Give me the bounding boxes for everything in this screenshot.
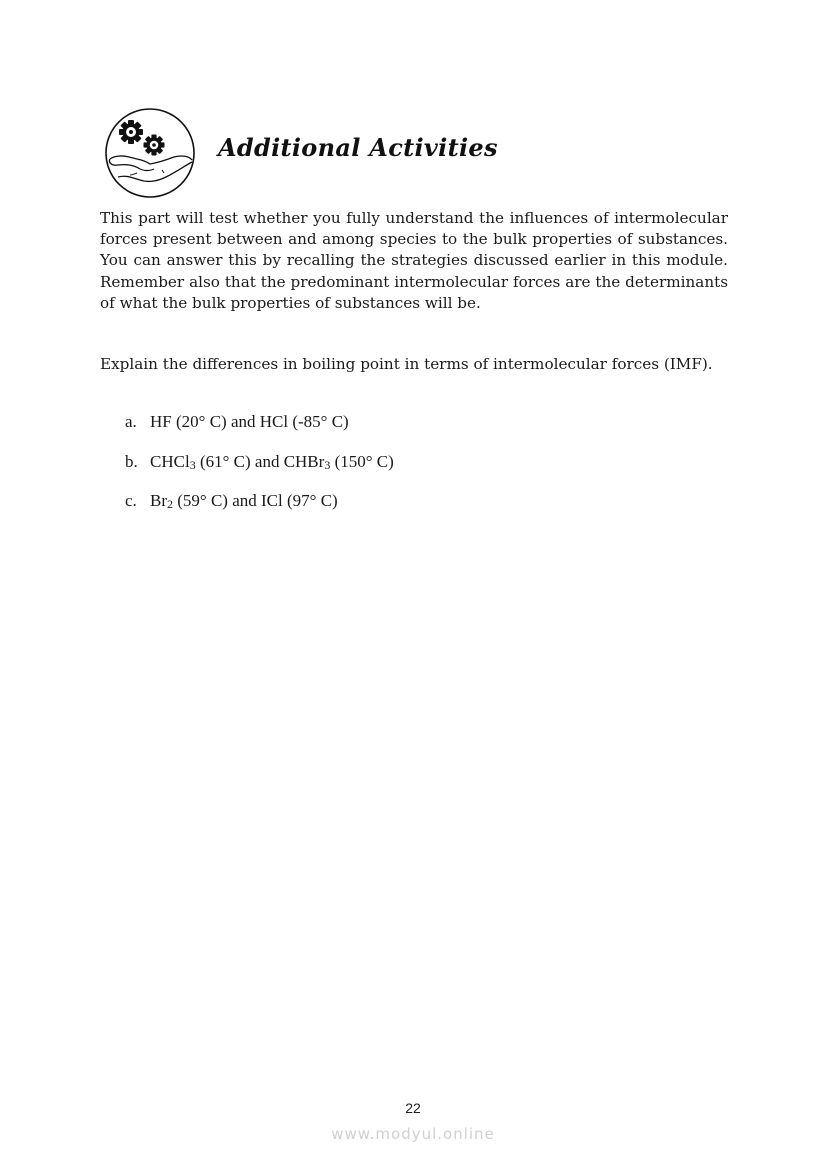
item-marker: a.	[125, 412, 137, 431]
item-text: (150° C)	[330, 451, 394, 471]
comparison-list	[125, 411, 394, 530]
item-marker: b.	[125, 451, 138, 471]
question-prompt: Explain the differences in boiling point in terms of intermolecular forces (IMF).	[100, 355, 713, 373]
subscript: 3	[324, 457, 331, 472]
list-item	[125, 451, 394, 491]
item-text: Br	[150, 491, 167, 510]
list-item	[125, 490, 394, 530]
item-text: (59° C) and ICl (97° C)	[173, 491, 338, 510]
section-title: Additional Activities	[218, 133, 498, 162]
item-text: (61° C) and CHBr	[195, 451, 325, 471]
list-item	[125, 411, 394, 451]
gears-in-hand-icon	[104, 107, 196, 199]
subscript: 3	[189, 457, 196, 472]
item-text: CHCl	[150, 451, 190, 471]
item-text: HF (20° C) and HCl (-85° C)	[150, 412, 349, 431]
intro-paragraph: This part will test whether you fully understand the influences of intermolecular forces present between and among species to the bulk properties of substances. You can answer this by recalling the strategies discussed earlier in this module. Remember also that the predominant intermolecular forces are the determinants of what the bulk properties of substances will be.	[100, 209, 728, 312]
subscript: 2	[167, 497, 173, 511]
page-number: 22	[405, 1100, 421, 1116]
item-marker: c.	[125, 491, 137, 510]
watermark: www.modyul.online	[331, 1125, 495, 1143]
